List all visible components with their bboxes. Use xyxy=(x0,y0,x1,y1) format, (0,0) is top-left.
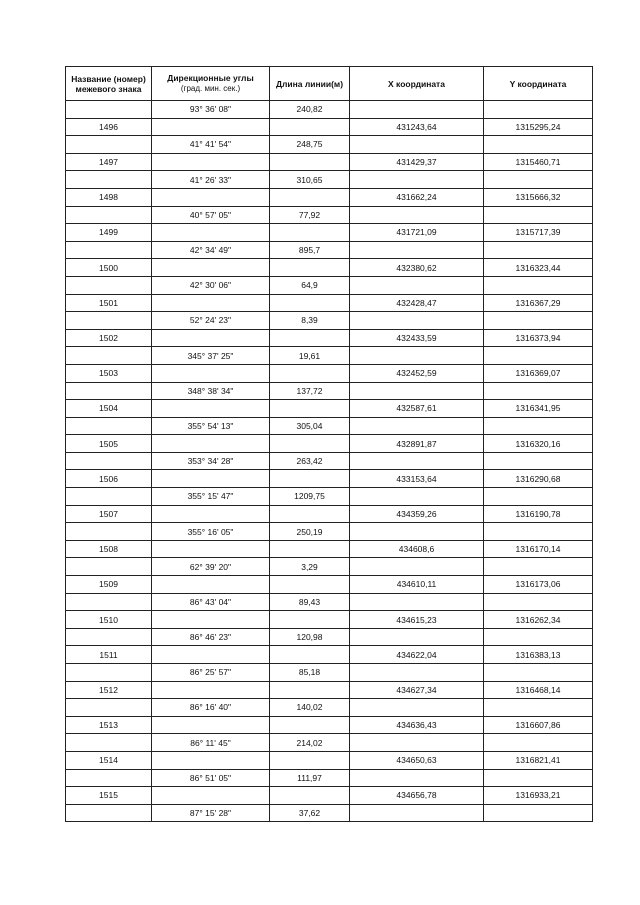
cell-y: 1316290,68 xyxy=(484,470,593,488)
cell-name: 1506 xyxy=(66,470,152,488)
cell-name: 1496 xyxy=(66,118,152,136)
table-row xyxy=(66,400,593,418)
cell-length: 214,02 xyxy=(270,734,350,752)
cell-y: 1316607,86 xyxy=(484,716,593,734)
cell-x: 432452,59 xyxy=(350,364,484,382)
cell-x xyxy=(350,312,484,330)
table-row xyxy=(66,435,593,453)
cell-x: 431429,37 xyxy=(350,153,484,171)
cell-angle xyxy=(152,153,270,171)
cell-name: 1511 xyxy=(66,646,152,664)
cell-name: 1508 xyxy=(66,540,152,558)
cell-name xyxy=(66,206,152,224)
table-row xyxy=(66,558,593,576)
table-row xyxy=(66,206,593,224)
cell-angle xyxy=(152,751,270,769)
cell-angle: 86° 43' 04" xyxy=(152,593,270,611)
cell-length: 64,9 xyxy=(270,276,350,294)
table-row xyxy=(66,118,593,136)
cell-y: 1315460,71 xyxy=(484,153,593,171)
cell-angle: 345° 37' 25" xyxy=(152,347,270,365)
cell-x xyxy=(350,523,484,541)
cell-name xyxy=(66,664,152,682)
cell-length xyxy=(270,188,350,206)
cell-x xyxy=(350,417,484,435)
cell-angle xyxy=(152,716,270,734)
cell-name xyxy=(66,734,152,752)
header-y: Y координата xyxy=(484,67,593,101)
cell-y xyxy=(484,312,593,330)
cell-length: 37,62 xyxy=(270,804,350,822)
cell-name xyxy=(66,136,152,154)
cell-x: 434622,04 xyxy=(350,646,484,664)
cell-length: 3,29 xyxy=(270,558,350,576)
cell-x: 432380,62 xyxy=(350,259,484,277)
cell-length: 77,92 xyxy=(270,206,350,224)
cell-y: 1315717,39 xyxy=(484,224,593,242)
cell-length: 240,82 xyxy=(270,101,350,119)
cell-x: 434615,23 xyxy=(350,611,484,629)
cell-length xyxy=(270,751,350,769)
cell-length xyxy=(270,787,350,805)
cell-angle xyxy=(152,505,270,523)
cell-name: 1499 xyxy=(66,224,152,242)
cell-name: 1515 xyxy=(66,787,152,805)
table-row xyxy=(66,734,593,752)
table-row xyxy=(66,699,593,717)
cell-y: 1316821,41 xyxy=(484,751,593,769)
cell-name: 1498 xyxy=(66,188,152,206)
table-row xyxy=(66,417,593,435)
header-x: X координата xyxy=(350,67,484,101)
cell-angle xyxy=(152,646,270,664)
cell-name xyxy=(66,382,152,400)
cell-name xyxy=(66,101,152,119)
cell-name xyxy=(66,241,152,259)
cell-y: 1316173,06 xyxy=(484,576,593,594)
cell-angle xyxy=(152,576,270,594)
cell-angle: 52° 24' 23" xyxy=(152,312,270,330)
cell-y xyxy=(484,769,593,787)
cell-angle xyxy=(152,470,270,488)
table-body xyxy=(66,101,593,822)
cell-y xyxy=(484,276,593,294)
cell-angle: 355° 16' 05" xyxy=(152,523,270,541)
cell-y: 1316468,14 xyxy=(484,681,593,699)
table-row xyxy=(66,787,593,805)
table-row xyxy=(66,136,593,154)
cell-y xyxy=(484,347,593,365)
cell-length: 250,19 xyxy=(270,523,350,541)
table-row xyxy=(66,488,593,506)
table-row xyxy=(66,101,593,119)
cell-length: 248,75 xyxy=(270,136,350,154)
cell-length: 1209,75 xyxy=(270,488,350,506)
cell-length: 8,39 xyxy=(270,312,350,330)
cell-angle: 86° 11' 45" xyxy=(152,734,270,752)
cell-angle: 86° 51' 05" xyxy=(152,769,270,787)
cell-angle: 86° 46' 23" xyxy=(152,628,270,646)
cell-x xyxy=(350,101,484,119)
cell-x xyxy=(350,699,484,717)
table-row xyxy=(66,329,593,347)
cell-x: 434359,26 xyxy=(350,505,484,523)
cell-angle xyxy=(152,294,270,312)
header-angle xyxy=(152,67,270,101)
cell-y xyxy=(484,628,593,646)
cell-y xyxy=(484,452,593,470)
cell-y: 1316170,14 xyxy=(484,540,593,558)
cell-length: 895,7 xyxy=(270,241,350,259)
cell-x xyxy=(350,769,484,787)
table-row xyxy=(66,259,593,277)
cell-angle: 62° 39' 20" xyxy=(152,558,270,576)
header-length: Длина линии(м) xyxy=(270,67,350,101)
table-row xyxy=(66,188,593,206)
cell-name: 1507 xyxy=(66,505,152,523)
cell-angle: 348° 38' 34" xyxy=(152,382,270,400)
table-row xyxy=(66,664,593,682)
cell-x xyxy=(350,171,484,189)
table-row xyxy=(66,611,593,629)
cell-y xyxy=(484,593,593,611)
cell-y xyxy=(484,699,593,717)
cell-length: 263,42 xyxy=(270,452,350,470)
table-row xyxy=(66,153,593,171)
cell-length xyxy=(270,716,350,734)
table-row xyxy=(66,628,593,646)
cell-x: 432587,61 xyxy=(350,400,484,418)
cell-angle: 86° 25' 57" xyxy=(152,664,270,682)
cell-y: 1316341,95 xyxy=(484,400,593,418)
cell-y xyxy=(484,241,593,259)
cell-angle: 40° 57' 05" xyxy=(152,206,270,224)
cell-x: 434656,78 xyxy=(350,787,484,805)
boundary-coordinates-table xyxy=(65,66,593,822)
cell-length xyxy=(270,118,350,136)
cell-name xyxy=(66,452,152,470)
cell-name xyxy=(66,593,152,611)
cell-length: 137,72 xyxy=(270,382,350,400)
cell-name: 1510 xyxy=(66,611,152,629)
cell-length xyxy=(270,611,350,629)
cell-angle xyxy=(152,540,270,558)
cell-name: 1509 xyxy=(66,576,152,594)
cell-name: 1503 xyxy=(66,364,152,382)
cell-y xyxy=(484,206,593,224)
cell-name: 1513 xyxy=(66,716,152,734)
cell-name xyxy=(66,769,152,787)
table-row xyxy=(66,452,593,470)
cell-name xyxy=(66,171,152,189)
cell-length xyxy=(270,153,350,171)
cell-name xyxy=(66,628,152,646)
cell-y: 1316367,29 xyxy=(484,294,593,312)
cell-y xyxy=(484,101,593,119)
cell-angle: 87° 15' 28" xyxy=(152,804,270,822)
cell-name: 1497 xyxy=(66,153,152,171)
cell-name xyxy=(66,699,152,717)
cell-y xyxy=(484,417,593,435)
cell-angle: 93° 36' 08" xyxy=(152,101,270,119)
cell-x xyxy=(350,347,484,365)
cell-name: 1501 xyxy=(66,294,152,312)
table-header-row xyxy=(66,67,593,101)
cell-angle: 42° 34' 49" xyxy=(152,241,270,259)
cell-x xyxy=(350,488,484,506)
cell-name xyxy=(66,804,152,822)
cell-length xyxy=(270,294,350,312)
table-row xyxy=(66,294,593,312)
cell-y xyxy=(484,136,593,154)
cell-angle: 355° 15' 47" xyxy=(152,488,270,506)
cell-angle xyxy=(152,224,270,242)
cell-angle xyxy=(152,787,270,805)
cell-length xyxy=(270,435,350,453)
cell-y: 1316320,16 xyxy=(484,435,593,453)
cell-y: 1316369,07 xyxy=(484,364,593,382)
cell-name xyxy=(66,312,152,330)
cell-angle xyxy=(152,681,270,699)
cell-angle xyxy=(152,435,270,453)
table-row xyxy=(66,312,593,330)
cell-x xyxy=(350,206,484,224)
cell-x xyxy=(350,628,484,646)
cell-x xyxy=(350,664,484,682)
table-row xyxy=(66,382,593,400)
cell-y xyxy=(484,804,593,822)
cell-length xyxy=(270,576,350,594)
table-row xyxy=(66,593,593,611)
cell-angle: 355° 54' 13" xyxy=(152,417,270,435)
cell-name xyxy=(66,558,152,576)
cell-name xyxy=(66,347,152,365)
cell-length xyxy=(270,681,350,699)
cell-x xyxy=(350,136,484,154)
cell-x xyxy=(350,734,484,752)
table-row xyxy=(66,769,593,787)
cell-y xyxy=(484,664,593,682)
cell-x xyxy=(350,452,484,470)
cell-name: 1502 xyxy=(66,329,152,347)
cell-length xyxy=(270,470,350,488)
cell-y xyxy=(484,382,593,400)
cell-angle xyxy=(152,364,270,382)
cell-angle xyxy=(152,188,270,206)
cell-y xyxy=(484,171,593,189)
cell-length: 85,18 xyxy=(270,664,350,682)
table-row xyxy=(66,241,593,259)
cell-length xyxy=(270,505,350,523)
cell-length xyxy=(270,224,350,242)
cell-length xyxy=(270,646,350,664)
cell-name xyxy=(66,523,152,541)
cell-x xyxy=(350,382,484,400)
cell-length xyxy=(270,400,350,418)
cell-x xyxy=(350,804,484,822)
cell-y xyxy=(484,558,593,576)
table-row xyxy=(66,364,593,382)
cell-y: 1316262,34 xyxy=(484,611,593,629)
table-row xyxy=(66,681,593,699)
header-angle-main: Дирекционные углы xyxy=(167,73,254,83)
cell-x: 432891,87 xyxy=(350,435,484,453)
cell-x xyxy=(350,241,484,259)
cell-y: 1316373,94 xyxy=(484,329,593,347)
table-row xyxy=(66,505,593,523)
table-row xyxy=(66,470,593,488)
table-row xyxy=(66,646,593,664)
cell-angle: 86° 16' 40" xyxy=(152,699,270,717)
cell-length xyxy=(270,329,350,347)
cell-length: 19,61 xyxy=(270,347,350,365)
cell-y: 1316323,44 xyxy=(484,259,593,277)
cell-x xyxy=(350,593,484,611)
cell-angle: 41° 26' 33" xyxy=(152,171,270,189)
cell-x xyxy=(350,276,484,294)
cell-y: 1315666,32 xyxy=(484,188,593,206)
cell-y xyxy=(484,523,593,541)
cell-x: 434610,11 xyxy=(350,576,484,594)
cell-name: 1514 xyxy=(66,751,152,769)
table-row xyxy=(66,716,593,734)
cell-angle: 41° 41' 54" xyxy=(152,136,270,154)
table-row xyxy=(66,751,593,769)
cell-name xyxy=(66,417,152,435)
cell-angle xyxy=(152,329,270,347)
cell-y xyxy=(484,734,593,752)
cell-x: 434608,6 xyxy=(350,540,484,558)
cell-y: 1315295,24 xyxy=(484,118,593,136)
cell-angle xyxy=(152,259,270,277)
cell-name xyxy=(66,488,152,506)
cell-x: 433153,64 xyxy=(350,470,484,488)
cell-x: 431662,24 xyxy=(350,188,484,206)
header-name: Название (номер) межевого знака xyxy=(66,67,152,101)
cell-angle xyxy=(152,118,270,136)
cell-length xyxy=(270,364,350,382)
header-angle-sub: (град. мин. сек.) xyxy=(180,84,241,93)
table-row xyxy=(66,224,593,242)
cell-length: 89,43 xyxy=(270,593,350,611)
cell-y: 1316933,21 xyxy=(484,787,593,805)
cell-x: 431243,64 xyxy=(350,118,484,136)
cell-angle xyxy=(152,611,270,629)
cell-length xyxy=(270,259,350,277)
cell-x: 432428,47 xyxy=(350,294,484,312)
cell-name xyxy=(66,276,152,294)
cell-name: 1500 xyxy=(66,259,152,277)
cell-length xyxy=(270,540,350,558)
cell-y: 1316190,78 xyxy=(484,505,593,523)
cell-length: 111,97 xyxy=(270,769,350,787)
cell-length: 310,65 xyxy=(270,171,350,189)
cell-x: 434650,63 xyxy=(350,751,484,769)
cell-x: 431721,09 xyxy=(350,224,484,242)
cell-y: 1316383,13 xyxy=(484,646,593,664)
table-row xyxy=(66,540,593,558)
cell-length: 140,02 xyxy=(270,699,350,717)
table-row xyxy=(66,523,593,541)
cell-length: 305,04 xyxy=(270,417,350,435)
cell-length: 120,98 xyxy=(270,628,350,646)
cell-name: 1512 xyxy=(66,681,152,699)
table-row xyxy=(66,576,593,594)
cell-angle: 353° 34' 28" xyxy=(152,452,270,470)
cell-y xyxy=(484,488,593,506)
cell-name: 1505 xyxy=(66,435,152,453)
cell-x: 432433,59 xyxy=(350,329,484,347)
cell-angle xyxy=(152,400,270,418)
table-row xyxy=(66,171,593,189)
cell-angle: 42° 30' 06" xyxy=(152,276,270,294)
table-row xyxy=(66,804,593,822)
cell-x: 434636,43 xyxy=(350,716,484,734)
table-row xyxy=(66,276,593,294)
cell-x: 434627,34 xyxy=(350,681,484,699)
table-row xyxy=(66,347,593,365)
cell-name: 1504 xyxy=(66,400,152,418)
cell-x xyxy=(350,558,484,576)
